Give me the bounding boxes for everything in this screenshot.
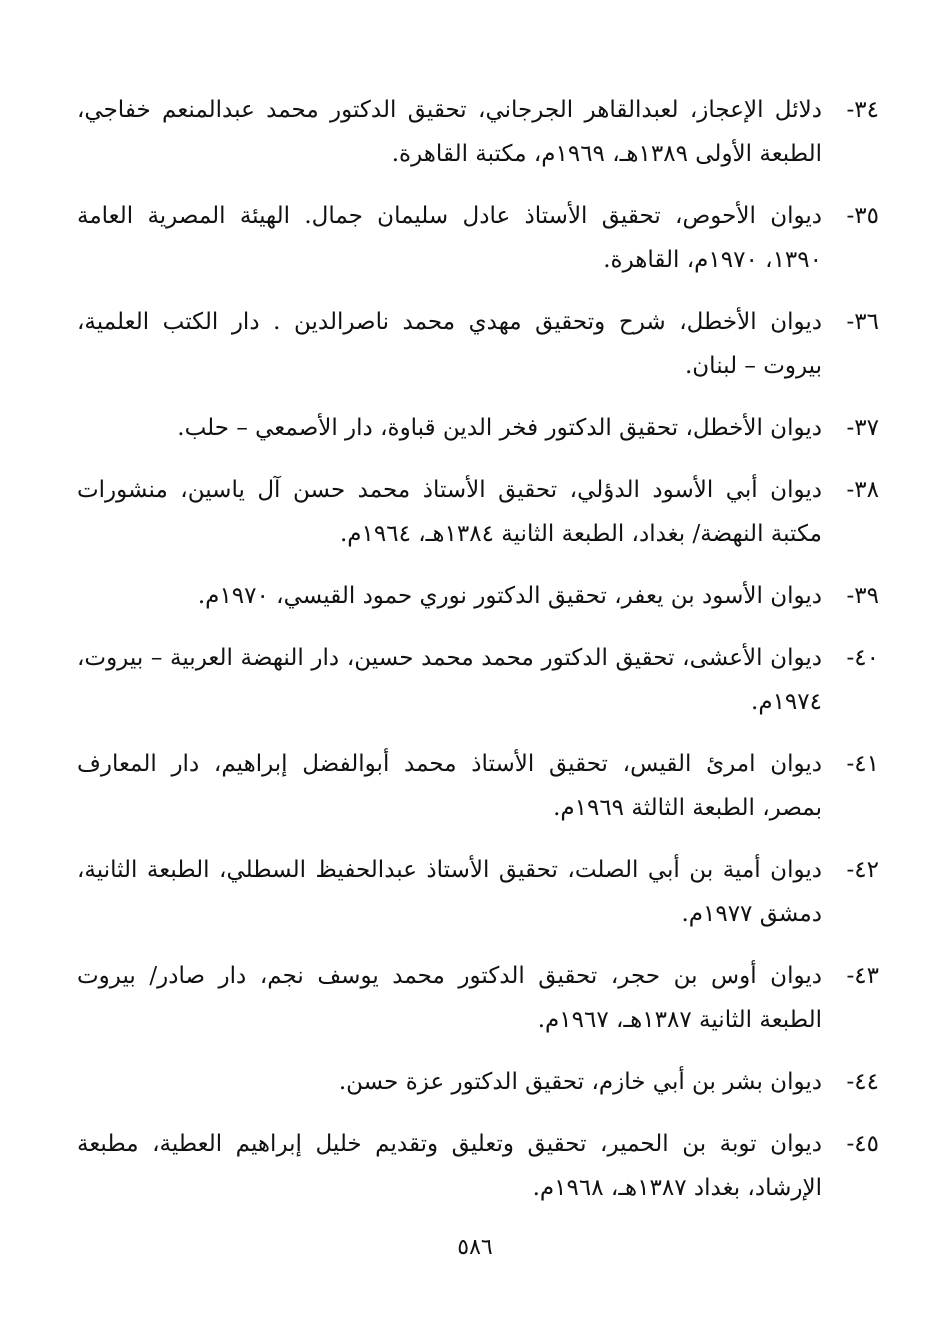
entry-number: ٤٤- bbox=[846, 1069, 879, 1095]
entry-number: ٤١- bbox=[846, 751, 879, 777]
entry-number: ٤٥- bbox=[846, 1131, 879, 1157]
bibliography-entry bbox=[77, 574, 879, 618]
entry-text: ديوان أمية بن أبي الصلت، تحقيق الأستاذ عبدالحفيظ السطلي، الطبعة الثانية، دمشق ١٩٧٧م. bbox=[77, 857, 822, 927]
entry-text: دلائل الإعجاز، لعبدالقاهر الجرجاني، تحقيق الدكتور محمد عبدالمنعم خفاجي، الطبعة الأولى ١٣٨٩هـ، ١٩٦٩م، مكتبة القاهرة. bbox=[77, 97, 822, 167]
bibliography-entry bbox=[77, 742, 879, 830]
entry-text: ديوان الأخطل، تحقيق الدكتور فخر الدين قباوة، دار الأصمعي – حلب. bbox=[177, 415, 822, 441]
entry-text: ديوان أبي الأسود الدؤلي، تحقيق الأستاذ محمد حسن آل ياسين، منشورات مكتبة النهضة/ بغداد، الطبعة الثانية ١٣٨٤هـ، ١٩٦٤م. bbox=[77, 477, 822, 547]
bibliography-entry bbox=[77, 194, 879, 282]
entry-number: ٣٥- bbox=[846, 203, 879, 229]
page-number: ٥٨٦ bbox=[457, 1235, 493, 1260]
entry-number: ٤٠- bbox=[846, 645, 879, 671]
entry-text: ديوان توبة بن الحمير، تحقيق وتعليق وتقديم خليل إبراهيم العطية، مطبعة الإرشاد، بغداد ١٣٨٧هـ، ١٩٦٨م. bbox=[77, 1131, 822, 1201]
entry-text: ديوان امرئ القيس، تحقيق الأستاذ محمد أبوالفضل إبراهيم، دار المعارف بمصر، الطبعة الثالثة ١٩٦٩م. bbox=[77, 751, 822, 821]
bibliography-entry bbox=[77, 954, 879, 1042]
bibliography-entry bbox=[77, 88, 879, 176]
bibliography-entry bbox=[77, 848, 879, 936]
bibliography-entry bbox=[77, 300, 879, 388]
bibliography-entry bbox=[77, 1122, 879, 1210]
bibliography-entry bbox=[77, 636, 879, 724]
entry-text: ديوان الأسود بن يعفر، تحقيق الدكتور نوري حمود القيسي، ١٩٧٠م. bbox=[197, 583, 822, 609]
entry-number: ٤٣- bbox=[846, 963, 879, 989]
bibliography-entry bbox=[77, 1060, 879, 1104]
entry-text: ديوان الأحوص، تحقيق الأستاذ عادل سليمان جمال. الهيئة المصرية العامة ١٣٩٠، ١٩٧٠م، القاهرة. bbox=[77, 203, 822, 273]
entry-number: ٣٧- bbox=[846, 415, 879, 441]
entry-text: ديوان أوس بن حجر، تحقيق الدكتور محمد يوسف نجم، دار صادر/ بيروت الطبعة الثانية ١٣٨٧هـ، ١٩٦٧م. bbox=[77, 963, 822, 1033]
bibliography-entry bbox=[77, 468, 879, 556]
entry-number: ٤٢- bbox=[846, 857, 879, 883]
entry-number: ٣٦- bbox=[846, 309, 879, 335]
bibliography-entry bbox=[77, 406, 879, 450]
bibliography-list bbox=[77, 88, 879, 1228]
entry-number: ٣٩- bbox=[846, 583, 879, 609]
entry-number: ٣٨- bbox=[846, 477, 879, 503]
entry-text: ديوان الأخطل، شرح وتحقيق مهدي محمد ناصرالدين . دار الكتب العلمية، بيروت – لبنان. bbox=[77, 309, 822, 379]
entry-text: ديوان الأعشى، تحقيق الدكتور محمد محمد حسين، دار النهضة العربية – بيروت، ١٩٧٤م. bbox=[77, 645, 822, 715]
entry-text: ديوان بشر بن أبي خازم، تحقيق الدكتور عزة حسن. bbox=[338, 1069, 822, 1095]
entry-number: ٣٤- bbox=[846, 97, 879, 123]
